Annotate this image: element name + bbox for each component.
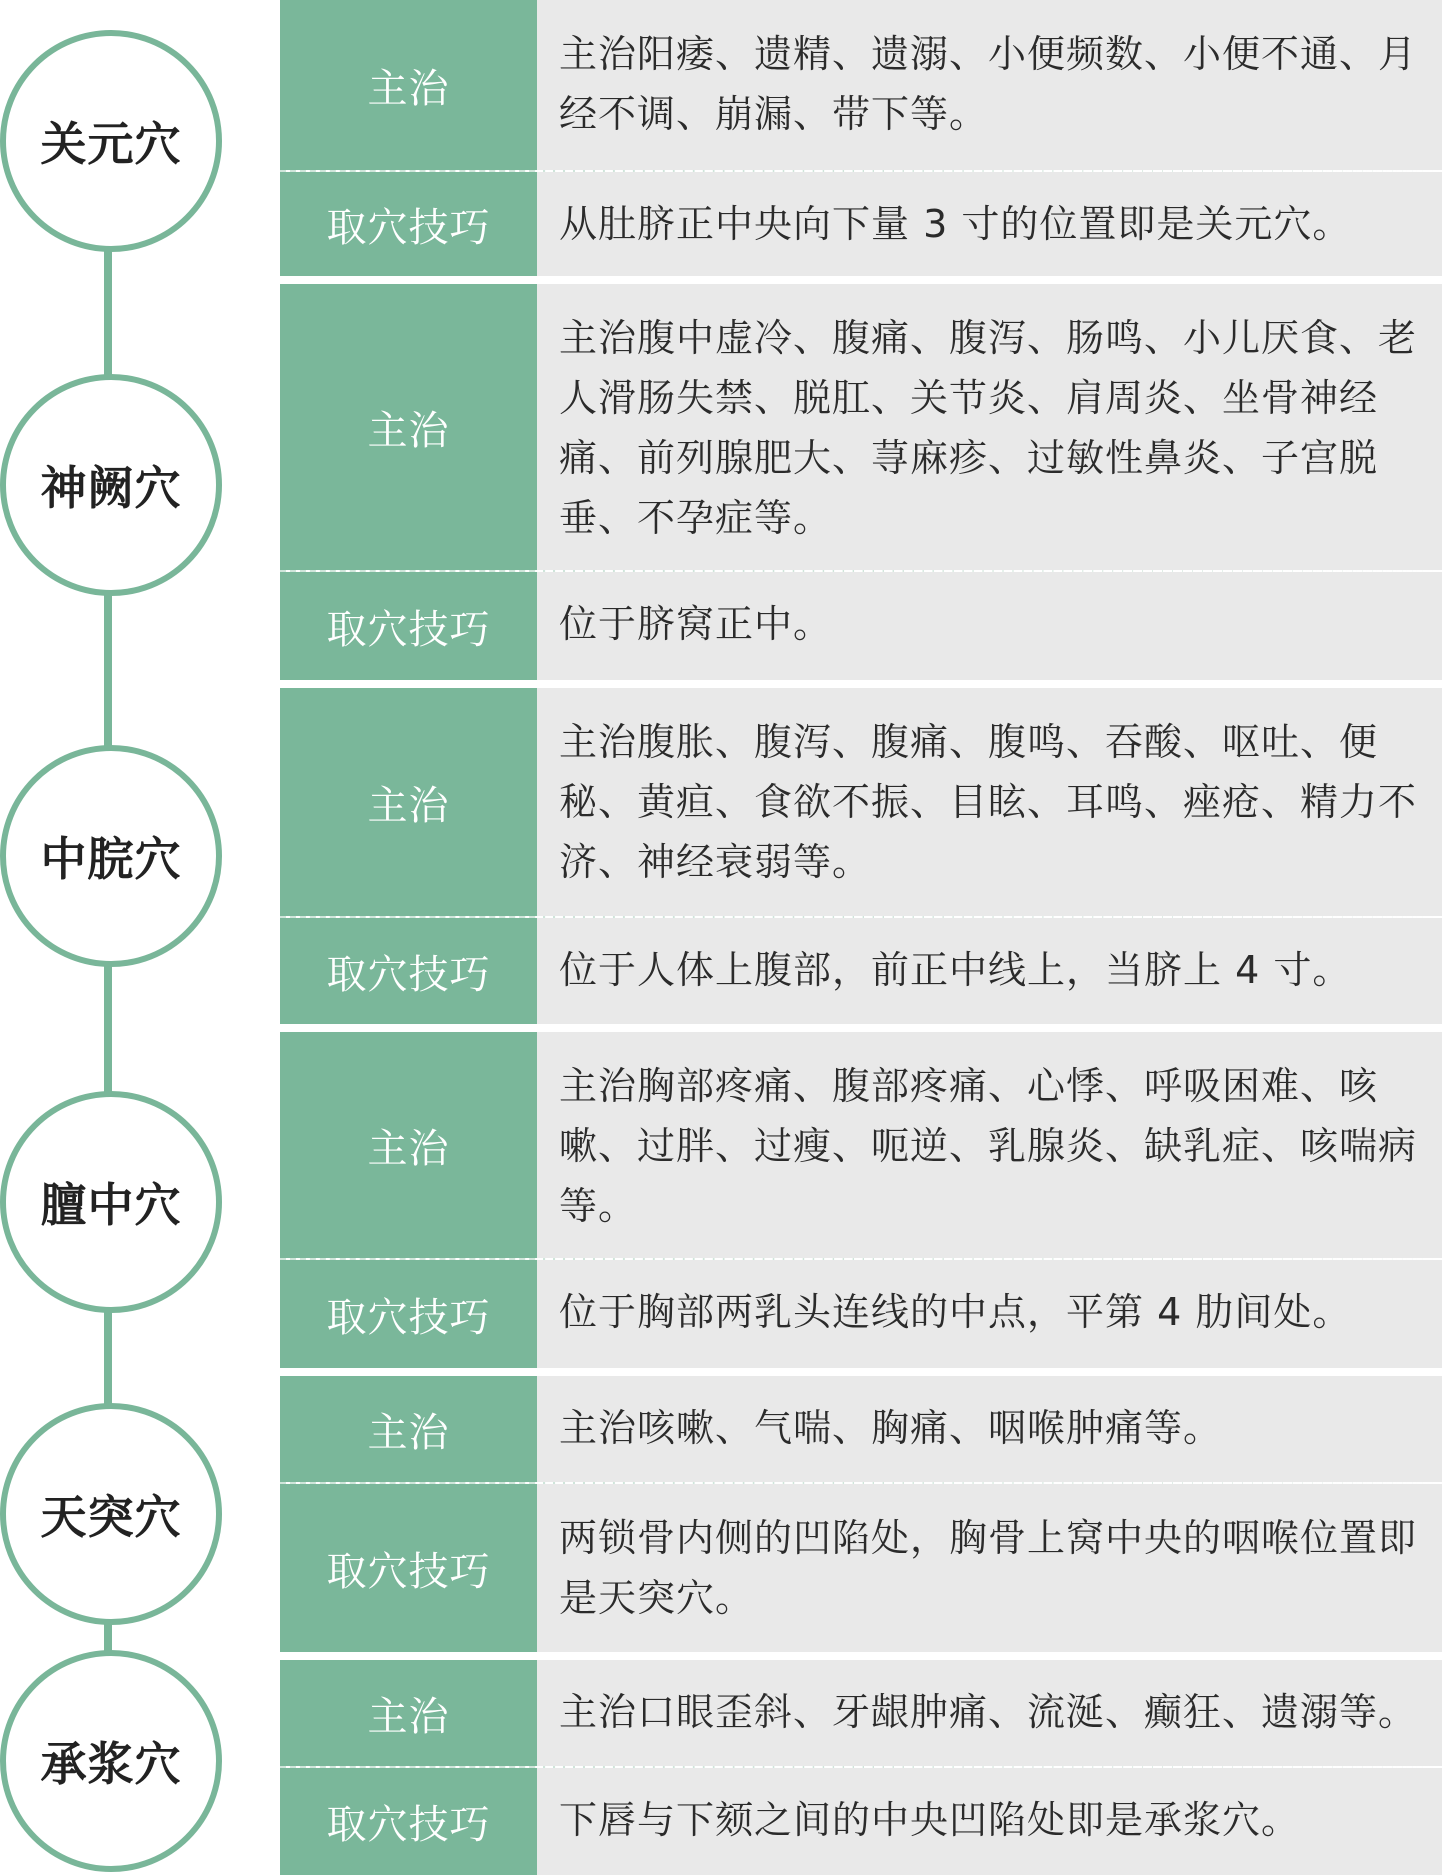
- technique-text: 从肚脐正中央向下量 3 寸的位置即是关元穴。: [537, 172, 1442, 276]
- acupoint-info-block: [280, 284, 1442, 680]
- indication-row: [280, 0, 1442, 170]
- indication-label: 主治: [280, 1032, 537, 1258]
- acupoint-info-block: [280, 688, 1442, 1024]
- technique-row: [280, 1484, 1442, 1652]
- acupoint-info-block: [280, 0, 1442, 276]
- indication-label: 主治: [280, 1376, 537, 1482]
- indication-row: [280, 688, 1442, 916]
- technique-text: 位于人体上腹部，前正中线上，当脐上 4 寸。: [537, 918, 1442, 1024]
- technique-row: [280, 572, 1442, 680]
- acupoint-info-block: [280, 1376, 1442, 1652]
- acupoint-name: 膻中穴: [40, 1178, 182, 1232]
- acupoint-name: 神阙穴: [40, 461, 182, 515]
- indication-label: 主治: [280, 688, 537, 916]
- technique-row: [280, 172, 1442, 276]
- technique-label: 取穴技巧: [280, 1768, 537, 1875]
- acupoint-name: 承浆穴: [40, 1737, 182, 1791]
- technique-text: 位于胸部两乳头连线的中点，平第 4 肋间处。: [537, 1260, 1442, 1368]
- indication-text: 主治腹胀、腹泻、腹痛、腹鸣、吞酸、呕吐、便秘、黄疸、食欲不振、目眩、耳鸣、痤疮、精力不济、神经衰弱等。: [537, 688, 1442, 916]
- acupoint-name: 天突穴: [40, 1490, 182, 1544]
- acupoint-node: [0, 30, 222, 252]
- indication-text: 主治阳痿、遗精、遗溺、小便频数、小便不通、月经不调、崩漏、带下等。: [537, 0, 1442, 170]
- indication-text: 主治腹中虚冷、腹痛、腹泻、肠鸣、小儿厌食、老人滑肠失禁、脱肛、关节炎、肩周炎、坐骨神经痛、前列腺肥大、荨麻疹、过敏性鼻炎、子宫脱垂、不孕症等。: [537, 284, 1442, 570]
- acupoint-node: [0, 1403, 222, 1625]
- indication-label: 主治: [280, 0, 537, 170]
- indication-text: 主治咳嗽、气喘、胸痛、咽喉肿痛等。: [537, 1376, 1442, 1482]
- acupoint-node: [0, 745, 222, 967]
- technique-text: 下唇与下颏之间的中央凹陷处即是承浆穴。: [537, 1768, 1442, 1875]
- technique-label: 取穴技巧: [280, 1260, 537, 1368]
- technique-row: [280, 1768, 1442, 1875]
- acupoint-node: [0, 1650, 222, 1872]
- indication-row: [280, 1376, 1442, 1482]
- acupoint-name: 关元穴: [40, 117, 182, 171]
- acupoint-info-block: [280, 1032, 1442, 1368]
- indication-label: 主治: [280, 284, 537, 570]
- indication-row: [280, 1032, 1442, 1258]
- technique-label: 取穴技巧: [280, 172, 537, 276]
- technique-row: [280, 1260, 1442, 1368]
- technique-label: 取穴技巧: [280, 1484, 537, 1652]
- technique-text: 两锁骨内侧的凹陷处，胸骨上窝中央的咽喉位置即是天突穴。: [537, 1484, 1442, 1652]
- technique-label: 取穴技巧: [280, 918, 537, 1024]
- indication-text: 主治胸部疼痛、腹部疼痛、心悸、呼吸困难、咳嗽、过胖、过瘦、呃逆、乳腺炎、缺乳症、咳喘病等。: [537, 1032, 1442, 1258]
- acupoint-node: [0, 374, 222, 596]
- acupoint-node: [0, 1091, 222, 1313]
- indication-row: [280, 1660, 1442, 1766]
- technique-row: [280, 918, 1442, 1024]
- technique-label: 取穴技巧: [280, 572, 537, 680]
- indication-label: 主治: [280, 1660, 537, 1766]
- indication-text: 主治口眼歪斜、牙龈肿痛、流涎、癫狂、遗溺等。: [537, 1660, 1442, 1766]
- technique-text: 位于脐窝正中。: [537, 572, 1442, 680]
- acupoint-info-block: [280, 1660, 1442, 1875]
- acupoint-name: 中脘穴: [40, 832, 182, 886]
- indication-row: [280, 284, 1442, 570]
